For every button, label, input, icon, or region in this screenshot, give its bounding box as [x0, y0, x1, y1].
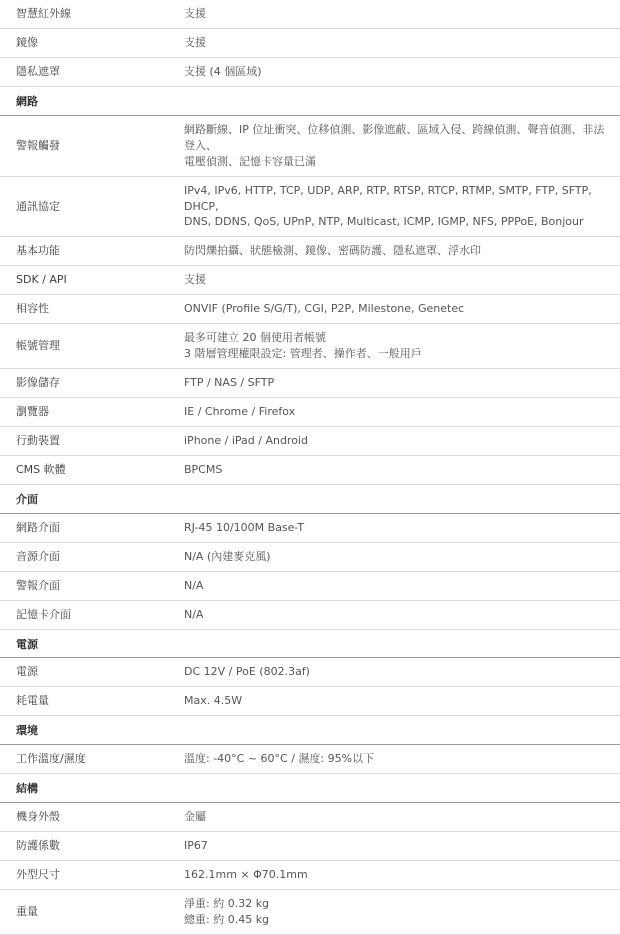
spec-value-line: 支援 (4 個區域) — [184, 64, 262, 78]
spec-value — [178, 237, 620, 266]
spec-value-line: ONVIF (Profile S/G/T), CGI, P2P, Milestone, Genetec — [184, 302, 465, 316]
spec-value — [178, 832, 620, 861]
spec-label: 警報觸發 — [16, 138, 60, 152]
spec-label: SDK / API — [16, 273, 67, 287]
spec-value-line: 162.1mm × Φ70.1mm — [184, 868, 308, 881]
spec-value-line: IP67 — [184, 839, 208, 853]
table-row — [0, 542, 620, 571]
section-header-row — [0, 716, 620, 745]
spec-value-line: iPhone / iPad / Android — [184, 433, 308, 447]
section-header-row — [0, 774, 620, 803]
spec-value-line: N/A (內建麥克風) — [184, 549, 271, 563]
spec-label: 記憶卡介面 — [16, 607, 71, 621]
spec-value-line: RJ-45 10/100M Base-T — [184, 520, 305, 534]
spec-label: 基本功能 — [16, 244, 60, 258]
spec-label: 影像儲存 — [16, 376, 60, 390]
section-header-label: 結構 — [16, 782, 38, 796]
spec-label: 網路介面 — [16, 520, 60, 534]
spec-label: 警報介面 — [16, 578, 60, 592]
spec-value — [178, 266, 620, 295]
spec-value-line: DNS, DDNS, QoS, UPnP, NTP, Multicast, ICMP, IGMP, NFS, PPPoE, Bonjour — [184, 215, 584, 229]
spec-label: CMS 軟體 — [16, 462, 66, 476]
spec-value — [178, 295, 620, 324]
spec-label: 外型尺寸 — [16, 868, 60, 881]
spec-value — [178, 571, 620, 600]
spec-value — [178, 658, 620, 687]
spec-value-line: 總重: 約 0.45 kg — [184, 912, 270, 926]
table-row — [0, 57, 620, 86]
spec-value — [178, 687, 620, 716]
spec-value — [178, 398, 620, 427]
table-row — [0, 803, 620, 832]
spec-value-line: IPv4, IPv6, HTTP, TCP, UDP, ARP, RTP, RTSP, RTCP, RTMP, SMTP, FTP, SFTP, DHCP, — [184, 183, 592, 213]
spec-value-line: 支援 — [184, 35, 206, 49]
spec-value-line: 3 階層管理權限設定: 管理者、操作者、一般用戶 — [184, 347, 422, 361]
spec-value — [178, 803, 620, 832]
spec-label: 智慧紅外線 — [16, 7, 71, 20]
spec-value — [178, 513, 620, 542]
table-row — [0, 687, 620, 716]
spec-value-line: 最多可建立 20 個使用者帳號 — [184, 331, 326, 345]
table-row — [0, 571, 620, 600]
spec-value — [178, 542, 620, 571]
spec-label: 機身外殼 — [16, 810, 60, 824]
table-row — [0, 115, 620, 176]
spec-value — [178, 369, 620, 398]
spec-label: 鏡像 — [16, 35, 38, 49]
spec-value-line: 支援 — [184, 7, 206, 20]
spec-label: 帳號管理 — [16, 339, 60, 353]
spec-value — [178, 28, 620, 57]
spec-value-line: N/A — [184, 607, 204, 621]
spec-value — [178, 324, 620, 369]
spec-value-line: 支援 — [184, 273, 206, 287]
spec-value-line: 淨重: 約 0.32 kg — [184, 896, 270, 910]
table-row — [0, 237, 620, 266]
table-row — [0, 513, 620, 542]
table-row — [0, 176, 620, 237]
section-header-row — [0, 484, 620, 513]
spec-value — [178, 861, 620, 890]
section-header-label: 介面 — [16, 492, 38, 506]
table-row — [0, 0, 620, 28]
spec-value-line: 網路斷線、IP 位址衝突、位移偵測、影像遮蔽、區域入侵、跨線偵測、聲音偵測、非法登入、 — [184, 122, 605, 152]
spec-value-line: 電壓偵測、記憶卡容量已滿 — [184, 154, 316, 168]
spec-label: 行動裝置 — [16, 433, 60, 447]
spec-value — [178, 176, 620, 237]
table-row — [0, 889, 620, 934]
spec-label: 音源介面 — [16, 549, 60, 563]
spec-value-line: 溫度: -40°C ~ 60°C / 濕度: 95%以下 — [184, 752, 375, 766]
spec-label: 電源 — [16, 665, 38, 679]
table-row — [0, 455, 620, 484]
table-row — [0, 295, 620, 324]
spec-value — [178, 57, 620, 86]
spec-value — [178, 455, 620, 484]
table-row — [0, 745, 620, 774]
table-row — [0, 324, 620, 369]
spec-value — [178, 745, 620, 774]
spec-value — [178, 0, 620, 28]
table-row — [0, 28, 620, 57]
spec-value-line: IE / Chrome / Firefox — [184, 405, 296, 418]
spec-label: 工作溫度/濕度 — [16, 752, 86, 766]
spec-value-line: Max. 4.5W — [184, 694, 243, 708]
spec-label: 重量 — [16, 904, 38, 918]
spec-label: 瀏覽器 — [16, 405, 49, 418]
spec-value — [178, 115, 620, 176]
spec-value — [178, 889, 620, 934]
spec-value-line: 防閃爍拍攝、狀態檢測、鏡像、密碼防護、隱私遮罩、浮水印 — [184, 244, 481, 258]
spec-label: 通訊協定 — [16, 199, 60, 213]
spec-value-line: DC 12V / PoE (802.3af) — [184, 665, 310, 679]
section-header-label: 電源 — [16, 637, 38, 651]
table-row — [0, 658, 620, 687]
spec-label: 相容性 — [16, 302, 49, 316]
section-header-row — [0, 629, 620, 658]
spec-value-line: FTP / NAS / SFTP — [184, 376, 275, 390]
table-row — [0, 266, 620, 295]
section-header-row — [0, 86, 620, 115]
table-row — [0, 369, 620, 398]
spec-value — [178, 426, 620, 455]
spec-label: 防護係數 — [16, 839, 60, 853]
spec-label: 隱私遮罩 — [16, 64, 60, 78]
spec-value-line: 金屬 — [184, 810, 206, 824]
table-row — [0, 600, 620, 629]
spec-value — [178, 600, 620, 629]
table-row — [0, 398, 620, 427]
table-row — [0, 861, 620, 890]
table-row — [0, 426, 620, 455]
table-row — [0, 832, 620, 861]
spec-value-line: BPCMS — [184, 462, 223, 476]
spec-label: 耗電量 — [16, 694, 49, 708]
section-header-label: 網路 — [16, 94, 38, 108]
spec-value-line: N/A — [184, 578, 204, 592]
section-header-label: 環境 — [16, 724, 38, 738]
